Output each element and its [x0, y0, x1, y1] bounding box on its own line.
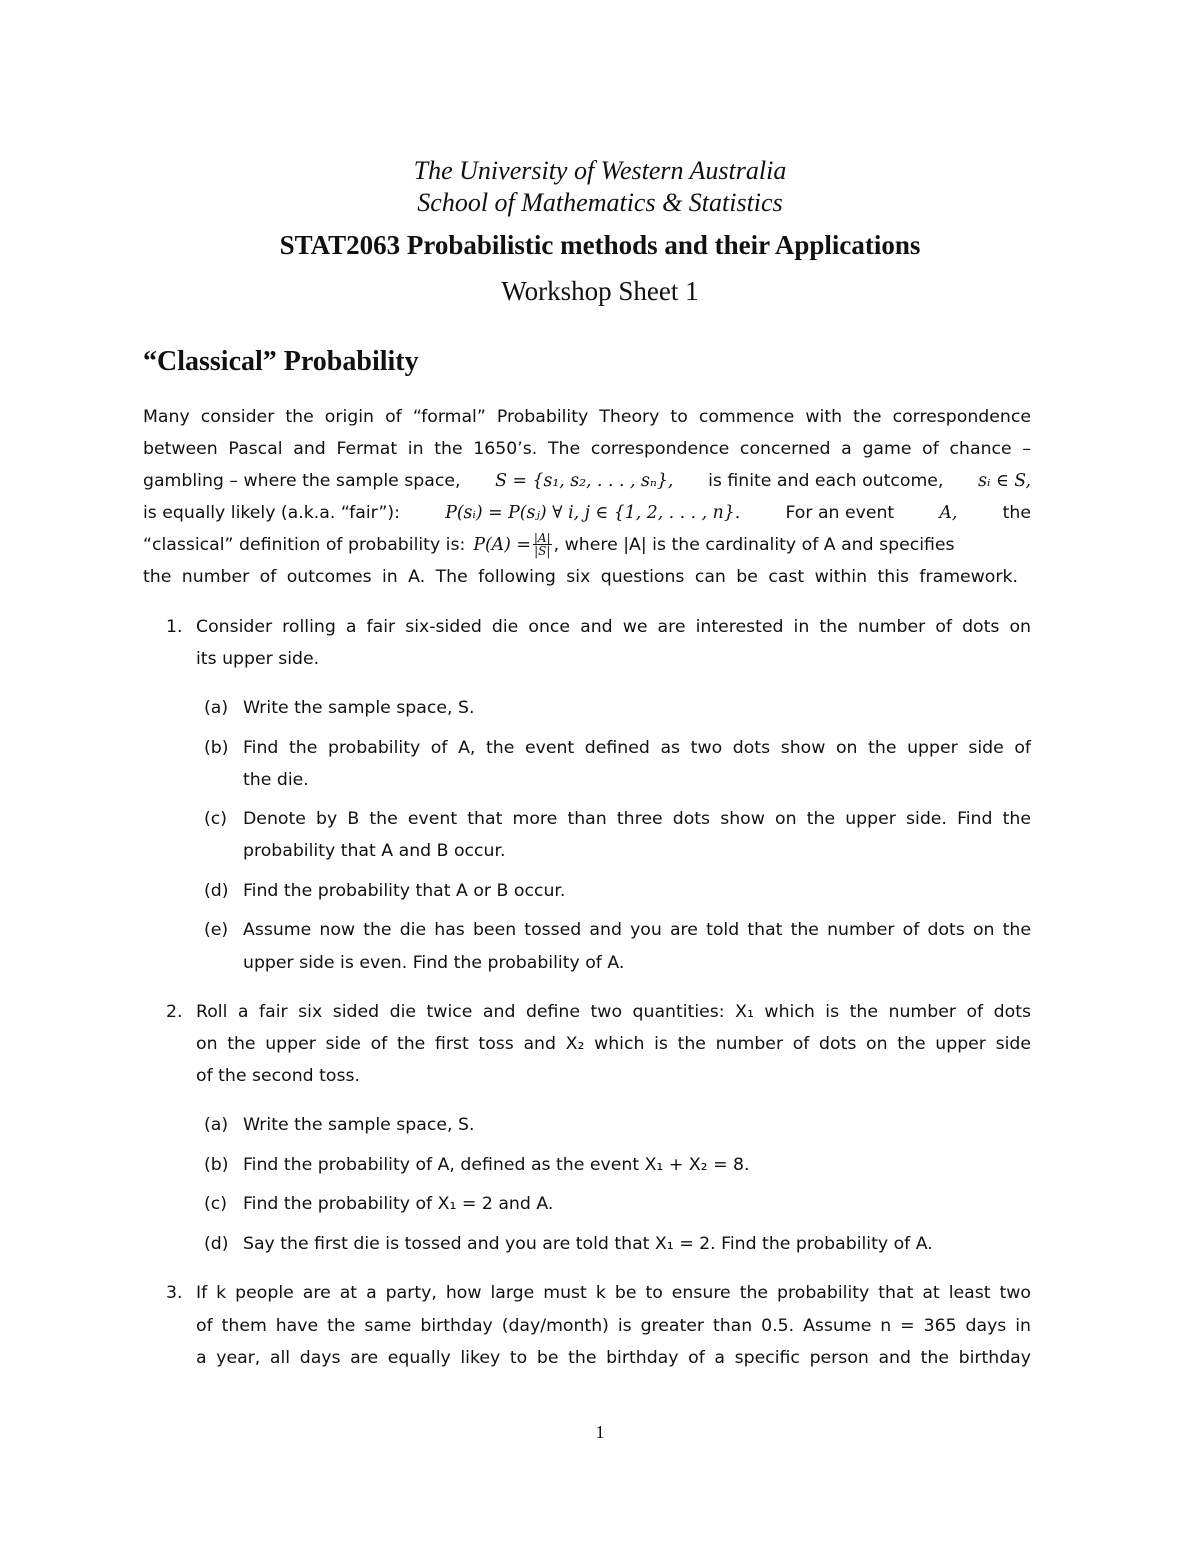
subquestion-label: (d)	[204, 1234, 229, 1254]
fraction-numerator: |A|	[533, 531, 551, 545]
subquestion-text: Find the probability of A, the event defined as two dots show on the upper side of	[243, 738, 1031, 758]
section-heading: “Classical” Probability	[143, 346, 419, 377]
intro-line	[143, 501, 1031, 525]
subquestion-label: (c)	[204, 809, 227, 829]
subquestion-text: Find the probability that A or B occur.	[243, 881, 566, 901]
subquestion-label: (b)	[204, 738, 229, 758]
subquestion-label: (a)	[204, 1115, 229, 1135]
cardinality-fraction	[533, 532, 552, 557]
question-number: 1.	[166, 617, 183, 637]
page-number: 1	[595, 1422, 605, 1442]
intro-text: is equally likely (a.k.a. “fair”):	[143, 503, 400, 523]
intro-line	[143, 469, 1031, 493]
subquestion-text: Write the sample space, S.	[243, 698, 475, 718]
subquestion-text: Find the probability of X₁ = 2 and A.	[243, 1194, 554, 1214]
question-text: of the second toss.	[196, 1066, 360, 1086]
subquestion-text: the die.	[243, 770, 309, 790]
intro-line	[143, 532, 1031, 557]
intro-line: between Pascal and Fermat in the 1650’s. The correspondence concerned a game of chance –	[143, 439, 1031, 459]
sheet-title: Workshop Sheet 1	[501, 276, 699, 306]
math-sample-space: S = {s₁, s₂, . . . , sₙ},	[495, 471, 674, 491]
subquestion-label: (c)	[204, 1194, 227, 1214]
math-classical-probability: P(A) =	[473, 534, 531, 555]
subquestion-text: Find the probability of A, defined as the event X₁ + X₂ = 8.	[243, 1155, 750, 1175]
subquestion-label: (e)	[204, 920, 229, 940]
subquestion-label: (b)	[204, 1155, 229, 1175]
question-text: Roll a fair six sided die twice and define two quantities: X₁ which is the number of dots	[196, 1002, 1031, 1022]
course-title: STAT2063 Probabilistic methods and their Applications	[279, 230, 921, 260]
intro-text: is finite and each outcome,	[708, 471, 944, 491]
question-number: 3.	[166, 1283, 183, 1303]
question-text: a year, all days are equally likey to be the birthday of a specific person and the birthday	[196, 1348, 1031, 1368]
subquestion-text: Write the sample space, S.	[243, 1115, 475, 1135]
math-equal-likelihood: P(sᵢ) = P(sⱼ) ∀ i, j ∈ {1, 2, . . . , n}.	[445, 503, 741, 523]
subquestion-text: Denote by B the event that more than three dots show on the upper side. Find the	[243, 809, 1031, 829]
intro-line: the number of outcomes in A. The following six questions can be cast within this framework.	[143, 567, 1018, 587]
question-text: on the upper side of the first toss and X₂ which is the number of dots on the upper side	[196, 1034, 1031, 1054]
question-text: Consider rolling a fair six-sided die once and we are interested in the number of dots on	[196, 617, 1031, 637]
subquestion-text: Say the first die is tossed and you are told that X₁ = 2. Find the probability of A.	[243, 1234, 933, 1254]
question-number: 2.	[166, 1002, 183, 1022]
school-name: School of Mathematics & Statistics	[417, 188, 783, 217]
question-text: If k people are at a party, how large must k be to ensure the probability that at least two	[196, 1283, 1031, 1303]
subquestion-label: (d)	[204, 881, 229, 901]
subquestion-label: (a)	[204, 698, 229, 718]
intro-text: the	[1002, 503, 1031, 523]
intro-text: “classical” definition of probability is:	[143, 534, 466, 555]
intro-text: For an event	[785, 503, 895, 523]
question-text: of them have the same birthday (day/month) is greater than 0.5. Assume n = 365 days in	[196, 1316, 1031, 1336]
subquestion-text: Assume now the die has been tossed and you are told that the number of dots on the	[243, 920, 1031, 940]
math-event: A,	[939, 503, 958, 523]
university-name: The University of Western Australia	[413, 156, 787, 185]
intro-text: , where |A| is the cardinality of A and specifies	[553, 534, 955, 555]
intro-line: Many consider the origin of “formal” Probability Theory to commence with the correspondence	[143, 407, 1031, 427]
subquestion-text: probability that A and B occur.	[243, 841, 506, 861]
intro-text: gambling – where the sample space,	[143, 471, 461, 491]
subquestion-text: upper side is even. Find the probability of A.	[243, 953, 625, 973]
math-outcome: sᵢ ∈ S,	[978, 471, 1031, 491]
fraction-denominator: |S|	[534, 544, 551, 558]
question-text: its upper side.	[196, 649, 320, 669]
